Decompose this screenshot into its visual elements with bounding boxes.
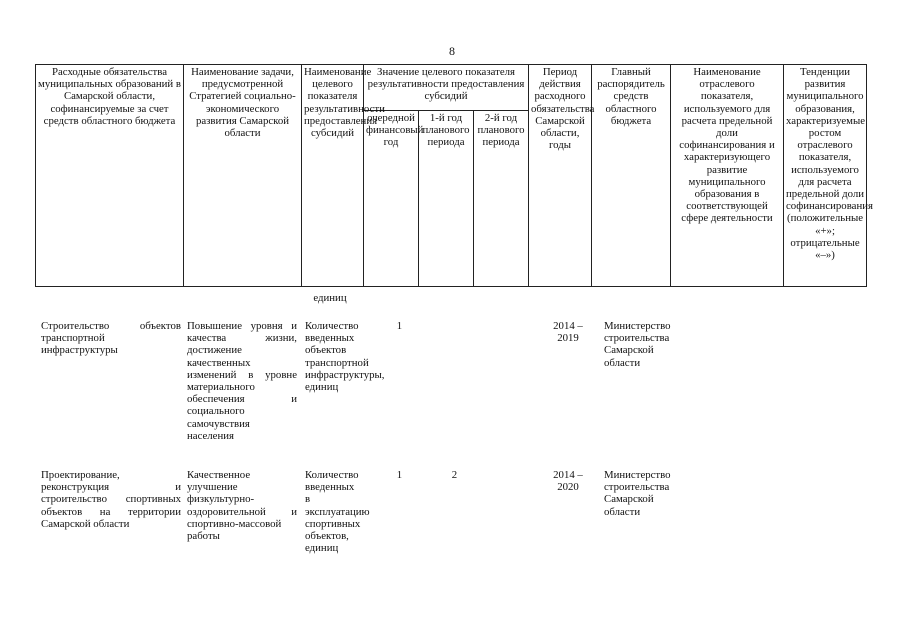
row2-task: Качественное улучшение физкультурно-оздоровительной и спортивно-массовой работы: [187, 469, 297, 543]
header-trends: Тенденции развития муниципального образования, характеризуемые ростом отраслевого показателя, используемого для расчета предельной доли софинансирования (положительные «+»; отрицательные «–»): [784, 65, 867, 287]
header-plan-year-2: 2-й год планового периода: [474, 111, 529, 287]
row1-indicator: Количество введенных объектов транспортной инфраструктуры, единиц: [305, 320, 385, 394]
row2-value-current: 1: [396, 469, 403, 481]
header-indicator-tail: единиц: [313, 292, 347, 304]
row1-manager: Министерство строительства Самарской области: [604, 320, 671, 369]
header-sector-indicator: Наименование отраслевого показателя, используемого для расчета предельной доли софинансирования и характеризующего развитие муниципального образования в соответствующей сфере деятельности: [671, 65, 784, 287]
page-number: 8: [449, 44, 455, 58]
row2-indicator: Количество введенных в эксплуатацию спортивных объектов, единиц: [305, 469, 370, 555]
row2-obligation: Проектирование, реконструкция и строительство спортивных объектов на территории Самарской области: [41, 469, 181, 530]
header-task: Наименование задачи, предусмотренной Стратегией социально-экономического развития Самарской области: [184, 65, 302, 287]
row1-value-current: 1: [396, 320, 403, 332]
header-current-year: очередной финансовый год: [364, 111, 419, 287]
row2-value-plan1: 2: [451, 469, 458, 481]
table-header: [35, 64, 873, 287]
header-plan-year-1: 1-й год планового периода: [419, 111, 474, 287]
row1-period: 2014 – 2019: [553, 320, 583, 345]
row1-obligation: Строительство объектов транспортной инфраструктуры: [41, 320, 181, 357]
row1-task: Повышение уровня и качества жизни, достижение качественных изменений в уровне материального обеспечения и социального самочувствия населения: [187, 320, 297, 442]
row2-manager: Министерство строительства Самарской области: [604, 469, 671, 518]
row2-period: 2014 – 2020: [553, 469, 583, 494]
header-values-group: Значение целевого показателя результативности предоставления субсидий: [364, 65, 529, 111]
header-period: Период действия расходного обязательства Самарской области, годы: [529, 65, 592, 287]
header-manager: Главный распорядитель средств областного бюджета: [592, 65, 671, 287]
header-obligations: Расходные обязательства муниципальных образований в Самарской области, софинансируемые за счет средств областного бюджета: [36, 65, 184, 287]
header-indicator: Наименование целевого показателя результативности предоставления субсидий: [302, 65, 364, 287]
